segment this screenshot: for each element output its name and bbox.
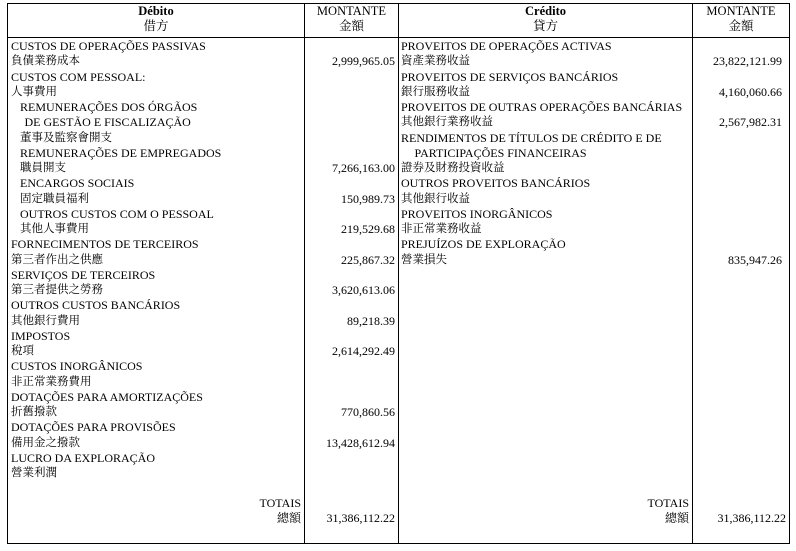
table-row bbox=[11, 436, 395, 451]
amount-header-pt: MONTANTE bbox=[316, 4, 387, 18]
row-label: CUSTOS DE OPERAÇÕES PASSIVAS bbox=[11, 39, 206, 53]
table-row bbox=[401, 54, 782, 69]
table-row bbox=[11, 176, 395, 191]
table-row bbox=[401, 192, 782, 207]
row-label: OUTROS PROVEITOS BANCÁRIOS bbox=[401, 176, 591, 191]
table-row bbox=[11, 100, 395, 115]
row-amount: 2,999,965.05 bbox=[332, 54, 395, 69]
row-label: 人事費用 bbox=[11, 85, 57, 98]
credit-total-amount: 31,386,112.22 bbox=[717, 511, 786, 525]
row-label: DOTAÇÕES PARA PROVISÕES bbox=[11, 420, 176, 435]
row-label: DOTAÇÕES PARA AMORTIZAÇÕES bbox=[11, 389, 203, 404]
amount-header-pt: MONTANTE bbox=[706, 4, 776, 18]
row-label: 資產業務收益 bbox=[401, 55, 470, 68]
header-divider bbox=[8, 37, 789, 38]
row-label: SERVIÇOS DE TERCEIROS bbox=[11, 267, 156, 282]
table-row bbox=[11, 466, 395, 481]
table-row bbox=[401, 39, 782, 54]
table-row bbox=[401, 222, 782, 237]
debit-total-amount: 31,386,112.22 bbox=[326, 511, 395, 525]
credit-rows bbox=[401, 39, 782, 268]
table-row bbox=[11, 390, 395, 405]
row-amount: 2,567,982.31 bbox=[719, 115, 782, 130]
table-row bbox=[401, 237, 782, 252]
row-label: CUSTOS INORGÂNICOS bbox=[11, 359, 143, 374]
debit-header bbox=[8, 4, 304, 36]
table-row bbox=[11, 298, 395, 313]
row-label: 其他人事費用 bbox=[20, 223, 89, 235]
credit-totals-label bbox=[596, 496, 689, 526]
table-row bbox=[11, 344, 395, 359]
table-row bbox=[11, 222, 395, 237]
row-label: REMUNERAÇÕES DOS ÓRGÃOS bbox=[20, 100, 198, 114]
row-amount: 150,989.73 bbox=[341, 191, 395, 206]
row-label: 折舊撥款 bbox=[11, 406, 57, 418]
row-amount: 13,428,612.94 bbox=[326, 435, 395, 450]
row-amount: 3,620,613.06 bbox=[332, 283, 395, 297]
debit-header-zh: 借方 bbox=[143, 19, 169, 33]
credit-header-zh: 貸方 bbox=[532, 19, 558, 33]
table-row bbox=[11, 207, 395, 222]
row-label: CUSTOS COM PESSOAL: bbox=[11, 69, 146, 84]
table-row bbox=[11, 253, 395, 268]
row-label: PREJUÍZOS DE EXPLORAÇÃO bbox=[401, 237, 566, 252]
table-row bbox=[11, 375, 395, 390]
table-row bbox=[11, 39, 395, 54]
row-label: 營業損失 bbox=[401, 253, 447, 266]
debit-amount-header bbox=[305, 4, 398, 36]
credit-header bbox=[399, 4, 692, 36]
table-row bbox=[401, 115, 782, 130]
row-label: 營業利潤 bbox=[11, 467, 57, 479]
table-row bbox=[11, 192, 395, 207]
row-label: OUTROS CUSTOS COM O PESSOAL bbox=[20, 206, 214, 221]
table-row bbox=[11, 329, 395, 344]
row-label: REMUNERAÇÕES DE EMPREGADOS bbox=[20, 145, 222, 160]
debit-header-pt: Débito bbox=[138, 4, 174, 18]
row-amount: 7,266,163.00 bbox=[332, 161, 395, 175]
table-row bbox=[401, 146, 782, 161]
row-label: 負債業務成本 bbox=[11, 55, 80, 68]
table-row bbox=[11, 451, 395, 466]
table-row bbox=[401, 161, 782, 176]
amount-header-zh: 金額 bbox=[338, 19, 364, 33]
table-row bbox=[401, 70, 782, 85]
row-label: PARTICIPAÇÕES FINANCEIRAS bbox=[414, 145, 587, 160]
table-row bbox=[11, 85, 395, 100]
table-row bbox=[401, 207, 782, 222]
row-amount: 4,160,060.66 bbox=[719, 84, 782, 99]
table-row bbox=[11, 420, 395, 435]
credit-amount-header bbox=[693, 4, 789, 36]
row-amount: 225,867.32 bbox=[341, 252, 395, 267]
row-label: 其他銀行收益 bbox=[401, 192, 470, 205]
row-label: 備用金之撥款 bbox=[11, 436, 80, 449]
row-amount: 23,822,121.99 bbox=[713, 54, 782, 69]
row-label: 稅項 bbox=[11, 345, 34, 357]
row-label: FORNECIMENTOS DE TERCEIROS bbox=[11, 237, 199, 252]
row-label: OUTROS CUSTOS BANCÁRIOS bbox=[11, 298, 181, 313]
row-label: 第三者提供之勞務 bbox=[11, 284, 103, 296]
table-row bbox=[11, 283, 395, 298]
table-row bbox=[11, 54, 395, 69]
row-label: 其他銀行費用 bbox=[11, 314, 80, 327]
row-label: PROVEITOS INORGÂNICOS bbox=[401, 206, 553, 221]
table-row bbox=[11, 70, 395, 85]
row-amount: 835,947.26 bbox=[728, 252, 782, 267]
debit-totals-label bbox=[208, 496, 301, 526]
totals-label-pt: TOTAIS bbox=[647, 496, 689, 510]
row-amount: 89,218.39 bbox=[347, 313, 395, 328]
row-label: 第三者作出之供應 bbox=[11, 253, 103, 266]
totals-label-pt: TOTAIS bbox=[259, 496, 301, 510]
row-label: 董事及監察會開支 bbox=[20, 131, 112, 144]
row-label: 非正常業務費用 bbox=[11, 375, 92, 388]
table-row bbox=[401, 100, 782, 115]
debit-rows bbox=[11, 39, 395, 481]
table-row bbox=[11, 268, 395, 283]
amount-header-zh: 金額 bbox=[728, 19, 754, 33]
row-label: 銀行服務收益 bbox=[401, 85, 470, 98]
table-row bbox=[11, 237, 395, 252]
profit-loss-statement bbox=[7, 3, 790, 544]
table-row bbox=[11, 115, 395, 130]
table-row bbox=[11, 146, 395, 161]
table-row bbox=[401, 253, 782, 268]
row-label: 證券及財務投資收益 bbox=[401, 162, 505, 174]
table-row bbox=[401, 131, 782, 146]
row-amount: 770,860.56 bbox=[341, 405, 395, 419]
row-label: RENDIMENTOS DE TÍTULOS DE CRÉDITO E DE bbox=[401, 130, 662, 145]
row-label: 其他銀行業務收益 bbox=[401, 116, 493, 129]
table-row bbox=[401, 176, 782, 191]
table-row bbox=[401, 85, 782, 100]
table-row bbox=[11, 131, 395, 146]
table-row bbox=[11, 359, 395, 374]
table-row bbox=[11, 405, 395, 420]
table-row bbox=[11, 161, 395, 176]
row-label: DE GESTÃO E FISCALIZAÇÃO bbox=[24, 115, 191, 130]
row-label: LUCRO DA EXPLORAÇÃO bbox=[11, 450, 156, 465]
row-label: 固定職員福利 bbox=[20, 192, 89, 205]
totals-label-zh: 總額 bbox=[664, 511, 689, 525]
row-amount: 219,529.68 bbox=[341, 222, 395, 236]
row-label: ENCARGOS SOCIAIS bbox=[20, 176, 135, 191]
row-label: 非正常業務收益 bbox=[401, 223, 482, 235]
row-amount: 2,614,292.49 bbox=[332, 344, 395, 358]
row-label: PROVEITOS DE OUTRAS OPERAÇÕES BANCÁRIAS bbox=[401, 100, 683, 114]
row-label: 職員開支 bbox=[20, 162, 66, 174]
column-divider bbox=[398, 4, 399, 543]
totals-label-zh: 總額 bbox=[276, 511, 301, 525]
table-row bbox=[11, 314, 395, 329]
row-label: PROVEITOS DE OPERAÇÕES ACTIVAS bbox=[401, 39, 612, 53]
row-label: PROVEITOS DE SERVIÇOS BANCÁRIOS bbox=[401, 69, 619, 84]
credit-header-pt: Crédito bbox=[525, 4, 566, 18]
row-label: IMPOSTOS bbox=[11, 328, 71, 343]
